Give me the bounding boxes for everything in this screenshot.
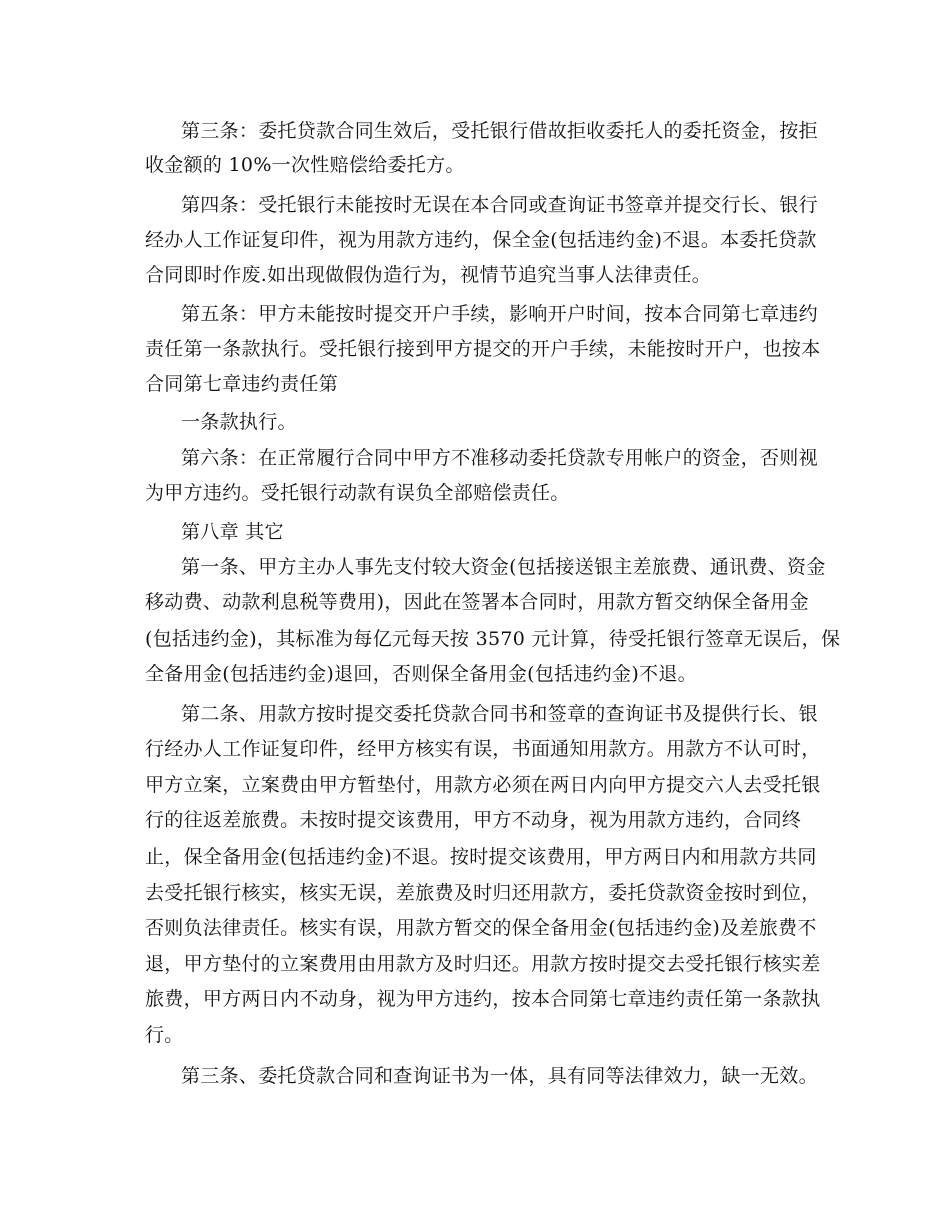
text-line: 责任第一条款执行。受托银行接到甲方提交的开户手续，未能按时开户，也按本 — [145, 338, 821, 360]
text-line: 第一条、甲方主办人事先支付较大资金(包括接送银主差旅费、通讯费、资金 — [181, 556, 826, 578]
text-line: 甲方立案，立案费由甲方暂垫付，用款方必须在两日内向甲方提交六人去受托银 — [145, 774, 821, 796]
text-line: 为甲方违约。受托银行动款有误负全部赔偿责任。 — [145, 482, 570, 504]
text-line: (包括违约金)，其标准为每亿元每天按 3570 元计算，待受托银行签章无误后，保 — [145, 628, 841, 650]
text-line: 合同即时作废.如出现做假伪造行为，视情节追究当事人法律责任。 — [145, 264, 712, 286]
text-line: 行经办人工作证复印件，经甲方核实有误，书面通知用款方。用款方不认可时， — [145, 738, 821, 760]
text-line: 第五条：甲方未能按时提交开户手续，影响开户时间，按本合同第七章违约 — [181, 303, 818, 325]
text-line: 否则负法律责任。核实有误，用款方暂交的保全备用金(包括违约金)及差旅费不 — [145, 917, 817, 939]
text-line: 行。 — [145, 1024, 184, 1046]
text-line: 第三条、委托贷款合同和查询证书为一体，具有同等法律效力，缺一无效。 — [181, 1065, 818, 1087]
text-line: 收金额的 10%一次性赔偿给委托方。 — [145, 154, 465, 176]
text-line: 去受托银行核实，核实无误，差旅费及时归还用款方，委托贷款资金按时到位， — [145, 882, 821, 904]
text-line: 经办人工作证复印件，视为用款方违约，保全金(包括违约金)不退。本委托贷款 — [145, 229, 817, 251]
text-line: 全备用金(包括违约金)退回，否则保全备用金(包括违约金)不退。 — [145, 663, 697, 685]
text-line: 退，甲方垫付的立案费用由用款方及时归还。用款方按时提交去受托银行核实差 — [145, 953, 821, 975]
text-line: 止，保全备用金(包括违约金)不退。按时提交该费用，甲方两日内和用款方共同 — [145, 846, 817, 868]
text-line: 合同第七章违约责任第 — [145, 373, 339, 395]
text-line: 第二条、用款方按时提交委托贷款合同书和签章的查询证书及提供行长、银 — [181, 703, 818, 725]
text-line: 旅费，甲方两日内不动身，视为甲方违约，按本合同第七章违约责任第一条款执 — [145, 988, 821, 1010]
text-line: 第六条：在正常履行合同中甲方不准移动委托贷款专用帐户的资金，否则视 — [181, 447, 818, 469]
text-line: 第三条：委托贷款合同生效后，受托银行借故拒收委托人的委托资金，按拒 — [181, 120, 818, 142]
text-line: 第四条：受托银行未能按时无误在本合同或查询证书签章并提交行长、银行 — [181, 194, 818, 216]
section-heading: 第八章 其它 — [181, 521, 284, 543]
text-line: 移动费、动款利息税等费用)，因此在签署本合同时，用款方暂交纳保全备用金 — [145, 591, 809, 613]
text-line: 一条款执行。 — [181, 411, 297, 433]
text-line: 行的往返差旅费。未按时提交该费用，甲方不动身，视为用款方违约，合同终 — [145, 809, 802, 831]
